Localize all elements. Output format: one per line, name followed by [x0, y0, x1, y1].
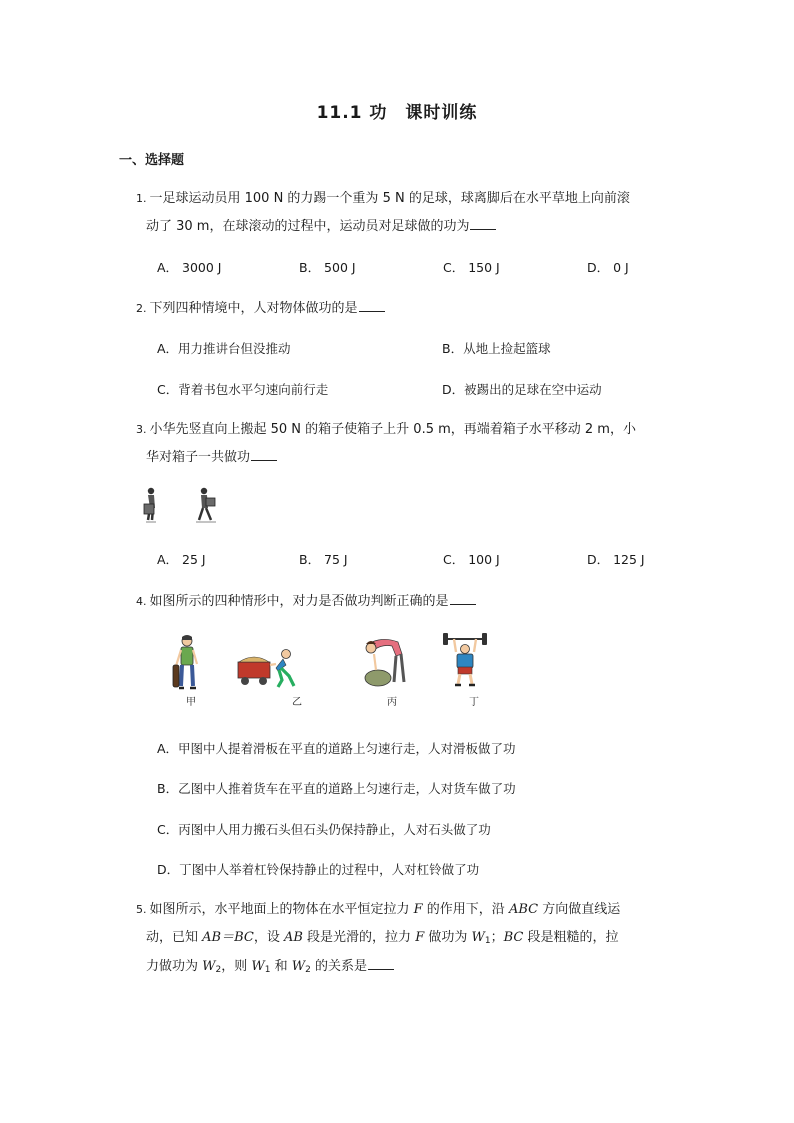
caption-jia: 甲	[186, 697, 196, 708]
person-holding-barbell-icon	[443, 633, 487, 685]
person-lifting-icon	[144, 488, 156, 522]
lifting-box-figure	[140, 486, 222, 526]
question-1-line-2	[146, 217, 496, 236]
question-5-text: ，则	[221, 959, 252, 974]
question-5-text: 动，已知	[146, 930, 203, 945]
question-5-text: 如图所示，水平地面上的物体在水平恒定拉力	[149, 902, 414, 917]
question-1-option-c[interactable]: C． 150 J	[443, 260, 500, 275]
question-4-option-d[interactable]: D．丁图中人举着杠铃保持静止的过程中，人对杠铃做了功	[157, 862, 480, 877]
question-3-text-1: 小华先竖直向上搬起 50 N 的箱子使箱子上升 0.5 m，再端着箱子水平移动 2 m，小	[149, 422, 636, 437]
question-2-option-c[interactable]: C．背着书包水平匀速向前行走	[157, 382, 329, 397]
question-2-text-1: 下列四种情境中，人对物体做功的是	[149, 301, 358, 316]
question-4-number: 4.	[136, 595, 147, 608]
caption-ding: 丁	[469, 697, 479, 708]
person-holding-skateboard-icon	[173, 635, 197, 688]
question-5-text: 力做功为	[146, 959, 203, 974]
question-4-line-1	[136, 592, 476, 611]
question-3-line-1	[136, 421, 636, 439]
figure-yi-cart	[234, 640, 306, 692]
variable-w: W	[471, 930, 485, 945]
page-title: 11.1 功 课时训练	[316, 103, 478, 123]
question-4-option-b[interactable]: B．乙图中人推着货车在平直的道路上匀速行走，人对货车做了功	[157, 781, 516, 796]
variable-abc: ABC	[508, 902, 539, 917]
question-3-option-b[interactable]: B． 75 J	[299, 552, 348, 567]
figure-jia-skateboard	[170, 634, 206, 692]
figure-ding-barbell	[441, 630, 489, 690]
question-3-line-2	[146, 448, 277, 467]
question-4-option-a[interactable]: A．甲图中人提着滑板在平直的道路上匀速行走，人对滑板做了功	[157, 741, 516, 756]
answer-blank[interactable]	[450, 592, 476, 605]
subscript-1: 1	[484, 936, 491, 946]
person-carrying-icon	[196, 488, 216, 522]
answer-blank[interactable]	[368, 957, 394, 970]
question-2-option-a[interactable]: A．用力推讲台但没推动	[157, 341, 291, 356]
question-3-option-a[interactable]: A． 25 J	[157, 552, 206, 567]
question-2-number: 2.	[136, 302, 147, 315]
question-5-text: 和	[270, 959, 292, 974]
person-pushing-stone-icon	[365, 639, 404, 686]
question-3-option-c[interactable]: C． 100 J	[443, 552, 500, 567]
variable-w: W	[291, 959, 306, 974]
answer-blank[interactable]	[470, 217, 496, 230]
caption-yi: 乙	[292, 697, 302, 708]
variable-ab: AB	[283, 930, 303, 945]
question-2-option-d[interactable]: D．被踢出的足球在空中运动	[442, 382, 602, 397]
question-5-text: 的关系是	[310, 959, 368, 974]
question-1-text-1: 一足球运动员用 100 N 的力踢一个重为 5 N 的足球，球离脚后在水平草地上向前滚	[149, 191, 630, 206]
question-5-text: 做功为	[424, 930, 472, 945]
question-1-text-2: 动了 30 m，在球滚动的过程中，运动员对足球做的功为	[146, 219, 470, 234]
question-2-line-1	[136, 299, 385, 318]
question-5-line-3	[146, 957, 394, 979]
subscript-2: 2	[305, 965, 311, 975]
question-3-option-d[interactable]: D． 125 J	[587, 552, 645, 567]
question-1-option-a[interactable]: A． 3000 J	[157, 260, 222, 275]
question-1-option-d[interactable]: D． 0 J	[587, 260, 629, 275]
question-2-option-b[interactable]: B．从地上捡起篮球	[442, 341, 551, 356]
variable-f: F	[415, 930, 425, 945]
question-5-text: 段是粗糙的，拉	[523, 930, 619, 945]
question-5-number: 5.	[136, 903, 147, 916]
variable-bc: BC	[503, 930, 524, 945]
question-1-number: 1.	[136, 192, 147, 205]
subscript-1: 1	[264, 965, 271, 975]
question-5-text: ，设	[253, 930, 284, 945]
question-4-option-c[interactable]: C．丙图中人用力搬石头但石头仍保持静止，人对石头做了功	[157, 822, 491, 837]
question-1-option-b[interactable]: B． 500 J	[299, 260, 356, 275]
variable-ab-eq-bc: AB＝BC	[202, 930, 254, 945]
question-5-text: 方向做直线运	[538, 902, 621, 917]
question-4-text-1: 如图所示的四种情形中，对力是否做功判断正确的是	[149, 594, 449, 609]
question-1-line-1	[136, 190, 630, 208]
caption-bing: 丙	[387, 697, 397, 708]
question-5-text: ；	[490, 930, 504, 945]
question-5-line-2	[146, 929, 619, 950]
subscript-2: 2	[215, 965, 222, 975]
figure-bing-stone	[356, 632, 412, 688]
question-3-number: 3.	[136, 423, 147, 436]
answer-blank[interactable]	[359, 299, 385, 312]
variable-w: W	[251, 959, 265, 974]
question-5-line-1	[136, 901, 620, 919]
variable-f: F	[413, 902, 423, 917]
answer-blank[interactable]	[251, 448, 277, 461]
variable-w: W	[202, 959, 216, 974]
question-5-text: 段是光滑的，拉力	[302, 930, 416, 945]
question-3-text-2: 华对箱子一共做功	[146, 450, 251, 465]
section-heading: 一、选择题	[119, 153, 185, 168]
question-5-text: 的作用下，沿	[422, 902, 509, 917]
person-pushing-cart-icon	[238, 650, 294, 688]
